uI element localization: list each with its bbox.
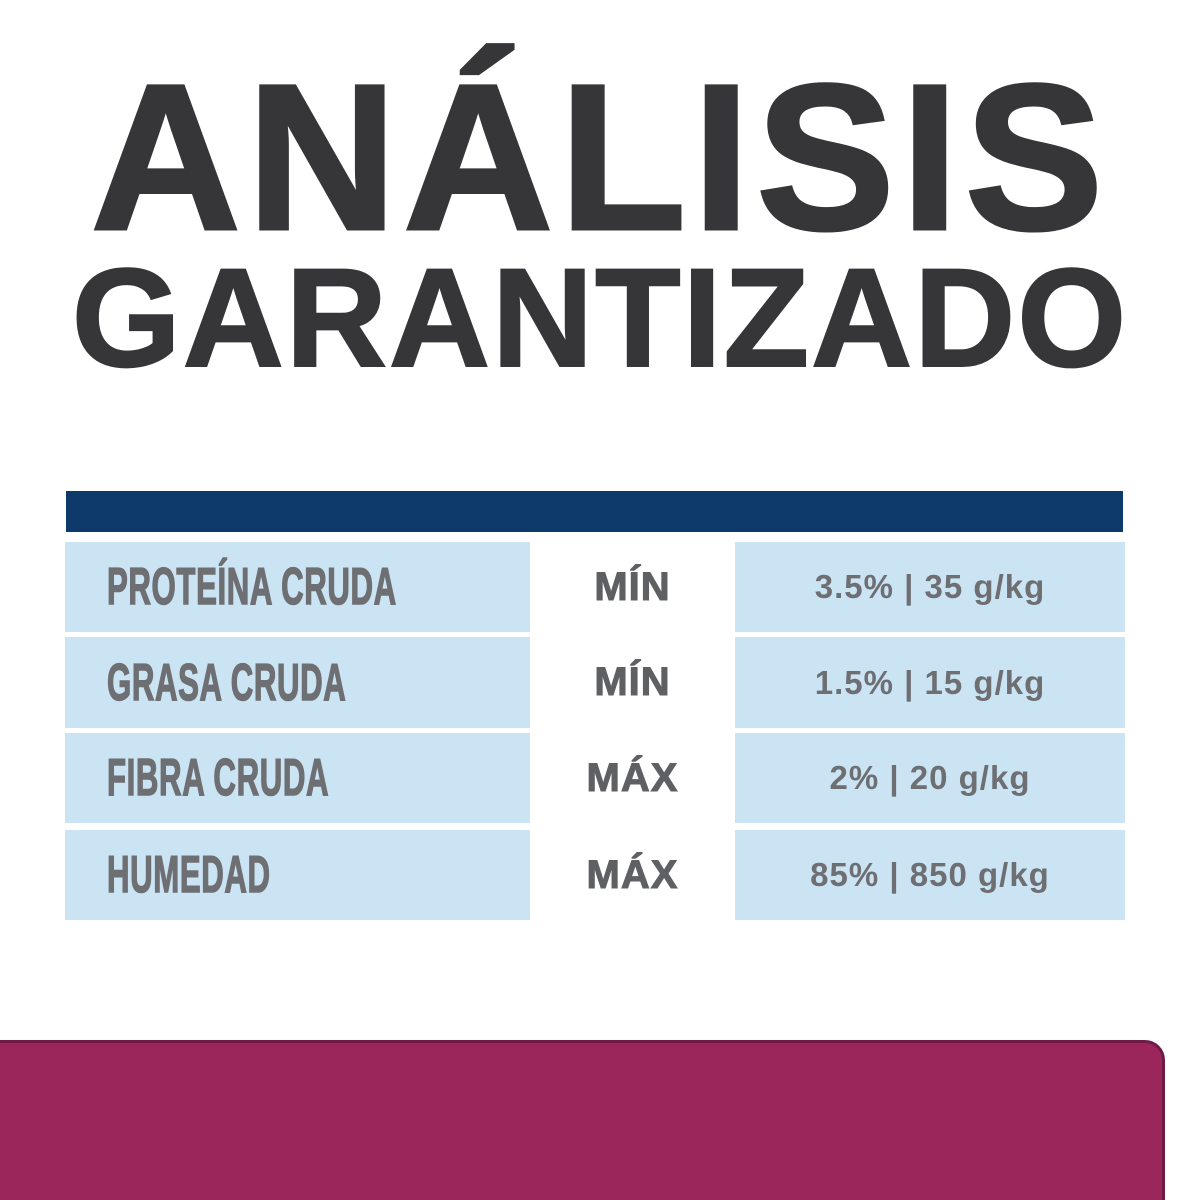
nutrient-label-cell [65, 637, 530, 728]
nutrient-label: FIBRA CRUDA [107, 749, 330, 807]
nutrient-label-cell [65, 733, 530, 823]
footer-accent-band [0, 1040, 1165, 1200]
table-row [65, 542, 1125, 632]
nutrient-label: HUMEDAD [107, 846, 271, 904]
qualifier-zone [530, 733, 735, 823]
title-line-2: GARANTIZADO [71, 239, 1129, 396]
table-header-bar [66, 491, 1123, 532]
qualifier-label: MÍN [594, 564, 671, 609]
table-row [65, 733, 1125, 823]
table-row [65, 637, 1125, 728]
nutrient-label-cell [65, 542, 530, 632]
qualifier-zone [530, 542, 735, 632]
nutrient-label: PROTEÍNA CRUDA [107, 558, 397, 616]
table-row [65, 830, 1125, 920]
qualifier-label: MÍN [594, 660, 671, 704]
qualifier-zone [530, 830, 735, 920]
nutrient-value: 2% | 20 g/kg [829, 759, 1031, 796]
nutrient-value-cell [735, 733, 1125, 823]
nutrient-value: 3.5% | 35 g/kg [814, 568, 1046, 605]
qualifier-zone [530, 637, 735, 728]
qualifier-label: MÁX [586, 755, 679, 800]
nutrient-value: 85% | 850 g/kg [810, 856, 1050, 893]
nutrient-value: 1.5% | 15 g/kg [814, 663, 1046, 701]
qualifier-label: MÁX [586, 852, 679, 897]
title-line-1: ANÁLISIS [90, 42, 1110, 274]
nutrient-value-cell [735, 542, 1125, 632]
nutrient-label-cell [65, 830, 530, 920]
nutrient-label: GRASA CRUDA [107, 653, 347, 712]
nutrient-value-cell [735, 830, 1125, 920]
nutrient-value-cell [735, 637, 1125, 728]
